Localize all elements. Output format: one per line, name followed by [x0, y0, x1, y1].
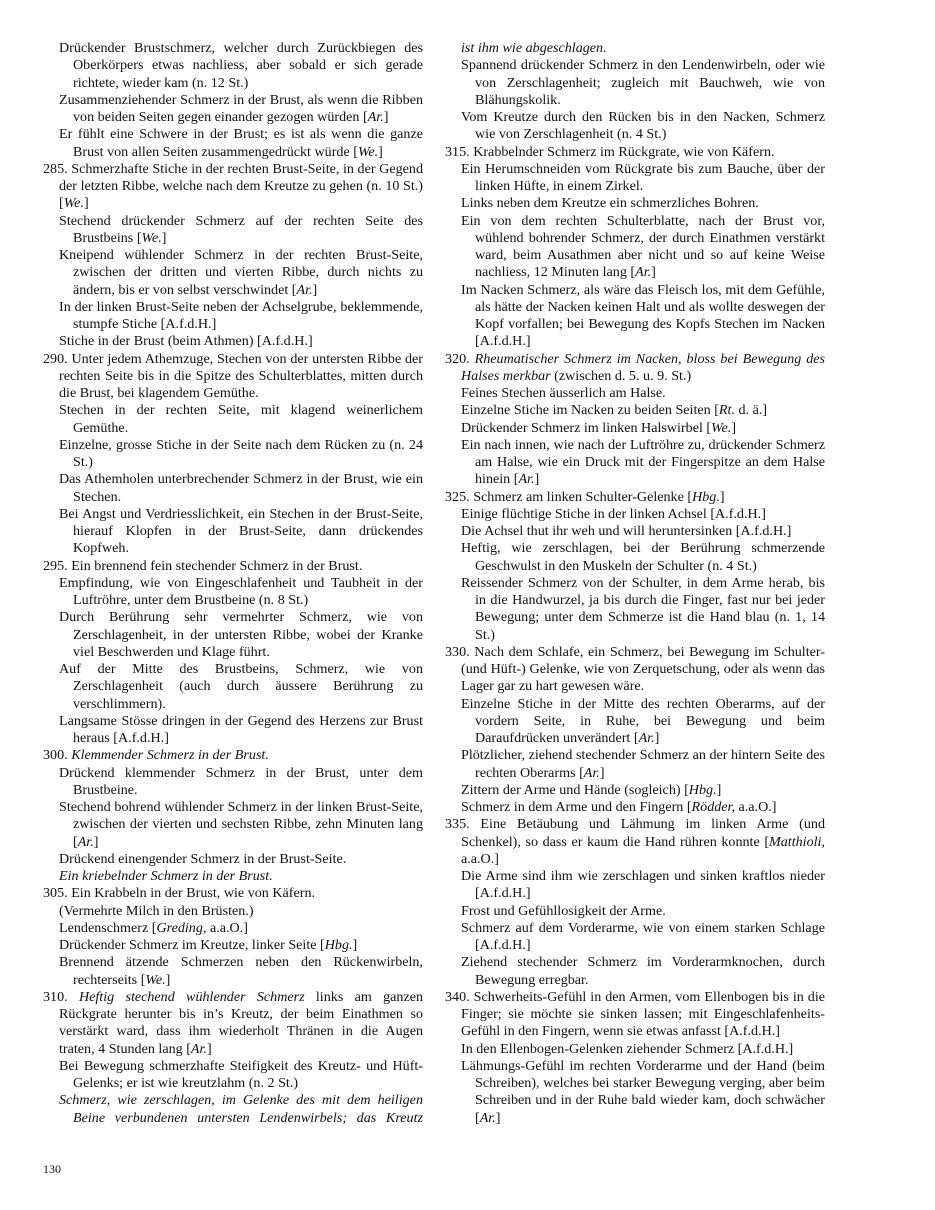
- entry: Bei Bewegung schmerzhafte Steifigkeit des Kreutz- und Hüft-Gelenks; er ist wie kreutzlahm (n. 2 St.): [59, 1057, 423, 1091]
- numbered-entry: 315. Krabbelnder Schmerz im Rückgrate, wie von Käfern.: [445, 143, 775, 160]
- entry: In den Ellenbogen-Gelenken ziehender Schmerz [A.f.d.H.]: [461, 1040, 794, 1057]
- entry: Ziehend stechender Schmerz im Vorderarmknochen, durch Bewegung erregbar.: [461, 954, 825, 988]
- entry: Einzelne Stiche im Nacken zu beiden Seiten [Rt. d. ä.]: [461, 402, 768, 419]
- entry: Lähmungs-Gefühl im rechten Vorderarme und der Hand (beim Schreiben), welches bei starker Bewegung verging, aber beim Schreiben und in der Ruhe bald wieder kam, doch schwächer [Ar.]: [461, 1057, 825, 1126]
- left-column: [43, 40, 423, 1127]
- entry: Reissender Schmerz von der Schulter, in dem Arme herab, bis in die Handwurzel, ja bis durch die Finger, fast nur bei jeder Bewegung; unter dem Schmerze ist die Hand blau (n. 1, 14 St.): [461, 574, 825, 643]
- entry: Drückend klemmender Schmerz in der Brust, unter dem Brustbeine.: [59, 764, 423, 798]
- entry: Die Achsel thut ihr weh und will heruntersinken [A.f.d.H.]: [461, 523, 792, 539]
- entry: Er fühlt eine Schwere in der Brust; es ist als wenn die ganze Brust von allen Seiten zusammengedrückt würde [We.]: [59, 126, 423, 160]
- entry: Drückender Schmerz im Kreutze, linker Seite [Hbg.]: [59, 937, 358, 953]
- entry: Durch Berührung sehr vermehrter Schmerz, wie von Zerschlagenheit, in der untersten Ribbe, wobei der Kranke viel Beschwerden und Klage führt.: [59, 609, 423, 660]
- numbered-entry: 325. Schmerz am linken Schulter-Gelenke [Hbg.]: [445, 488, 725, 505]
- numbered-entry: 290. Unter jedem Athemzuge, Stechen von der untersten Ribbe der rechten Seite bis in die Spitze des Schulterblattes, mitten durch die Brust, bei klagendem Gemüthe.: [43, 350, 423, 401]
- entry: Brennend ätzende Schmerzen neben den Rückenwirbeln, rechterseits [We.]: [59, 954, 423, 988]
- entry: Spannend drückender Schmerz in den Lendenwirbeln, oder wie von Zerschlagenheit; zugleich mit Bauchweh, wie von Blähungskolik.: [461, 57, 825, 108]
- entry: Schmerz auf dem Vorderarme, wie von einem starken Schlage [A.f.d.H.]: [461, 919, 825, 953]
- entry: Bei Angst und Verdriesslichkeit, ein Stechen in der Brust-Seite, hierauf Klopfen in der Brust-Seite, dann drückendes Kopfweh.: [59, 505, 423, 557]
- entry: Drückend einengender Schmerz in der Brust-Seite.: [59, 850, 347, 867]
- entry: Drückender Brustschmerz, welcher durch Zurückbiegen des Oberkörpers etwas nachliess, aber sobald er sich gerade richtete, wieder kam (n. 12 St.): [59, 40, 423, 91]
- entry: Das Athemholen unterbrechender Schmerz in der Brust, wie ein Stechen.: [59, 471, 423, 505]
- entry: Ein von dem rechten Schulterblatte, nach der Brust vor, wühlend bohrender Schmerz, der durch Einathmen verstärkt ward, beim Ausathmen aber nicht und so auf keine Weise nachliess, 12 Minuten lang [Ar.]: [461, 212, 825, 281]
- entry: Einige flüchtige Stiche in der linken Achsel [A.f.d.H.]: [461, 505, 766, 522]
- entry: Vom Kreutze durch den Rücken bis in den Nacken, Schmerz wie von Zerschlagenheit (n. 4 St.): [461, 109, 825, 143]
- entry: Drückender Schmerz im linken Halswirbel [We.]: [461, 419, 737, 436]
- entry: Stiche in der Brust (beim Athmen) [A.f.d.H.]: [59, 333, 313, 350]
- numbered-entry: 300. Klemmender Schmerz in der Brust.: [43, 747, 269, 764]
- entry: Stechend bohrend wühlender Schmerz in der linken Brust-Seite, zwischen der vierten und sechsten Ribbe, zehn Minuten lang [Ar.]: [59, 799, 423, 850]
- entry: Stechend drückender Schmerz auf der rechten Seite des Brustbeins [We.]: [59, 212, 423, 246]
- numbered-entry: 305. Ein Krabbeln in der Brust, wie von Käfern.: [43, 885, 316, 902]
- entry: Ein kriebelnder Schmerz in der Brust.: [59, 868, 273, 884]
- entry: Ein Herumschneiden vom Rückgrate bis zum Bauche, über der linken Hüfte, in einem Zirkel.: [461, 160, 825, 194]
- entry: Frost und Gefühllosigkeit der Arme.: [461, 902, 666, 919]
- entry: Kneipend wühlender Schmerz in der rechten Brust-Seite, zwischen der dritten und vierten Ribbe, durch nichts zu ändern, bis er von selbst verschwindet [Ar.]: [59, 247, 423, 298]
- entry: Lendenschmerz [Greding, a.a.O.]: [59, 919, 248, 936]
- numbered-entry: 285. Schmerzhafte Stiche in der rechten Brust-Seite, in der Gegend der letzten Ribbe, welche nach dem Kreutze zu gehen (n. 10 St.) [We.]: [43, 160, 423, 212]
- entry: Auf der Mitte des Brustbeins, Schmerz, wie von Zerschlagenheit (auch durch äussere Berührung zu verschlimmern).: [59, 661, 423, 712]
- entry: Schmerz in dem Arme und den Fingern [Rödder, a.a.O.]: [461, 799, 777, 815]
- entry: Schmerz, wie zerschlagen, im Gelenke des mit dem heiligen Beine verbundenen untersten Lendenwirbels; das Kreutz: [59, 1092, 423, 1126]
- entry: Zittern der Arme und Hände (sogleich) [Hbg.]: [461, 781, 722, 798]
- entry: Heftig, wie zerschlagen, bei der Berührung schmerzende Geschwulst in den Muskeln der Schulter (n. 4 St.): [461, 540, 825, 574]
- entry: Langsame Stösse dringen in der Gegend des Herzens zur Brust heraus [A.f.d.H.]: [59, 712, 423, 746]
- entry: Plötzlicher, ziehend stechender Schmerz an der hintern Seite des rechten Oberarms [Ar.]: [461, 747, 825, 781]
- entry: Zusammenziehender Schmerz in der Brust, als wenn die Ribben von beiden Seiten gegen einander gezogen würden [Ar.]: [59, 91, 423, 125]
- entry: Einzelne, grosse Stiche in der Seite nach dem Rücken zu (n. 24 St.): [59, 436, 423, 470]
- entry-continuation: ist ihm wie abgeschlagen.: [461, 40, 607, 56]
- page-number: 130: [43, 1162, 61, 1176]
- entry: Die Arme sind ihm wie zerschlagen und sinken kraftlos nieder [A.f.d.H.]: [461, 868, 825, 902]
- entry: Empfindung, wie von Eingeschlafenheit und Taubheit in der Luftröhre, unter dem Brustbeine (n. 8 St.): [59, 574, 423, 608]
- numbered-entry: 330. Nach dem Schlafe, ein Schmerz, bei Bewegung im Schulter- (und Hüft-) Gelenke, wie von Zerquetschung, oder als wenn das Lager gar zu hart gewesen wäre.: [445, 643, 825, 695]
- numbered-entry: 320. Rheumatischer Schmerz im Nacken, bloss bei Bewegung des Halses merkbar (zwischen d. 5. u. 9. St.): [445, 350, 826, 384]
- numbered-entry: 295. Ein brennend fein stechender Schmerz in der Brust.: [43, 557, 363, 574]
- entry: Ein nach innen, wie nach der Luftröhre zu, drückender Schmerz am Halse, wie ein Druck mit der Fingerspitze an dem Halse hinein [Ar.]: [461, 436, 825, 488]
- numbered-entry: 335. Eine Betäubung und Lähmung im linken Arme (und Schenkel), so dass er kaum die Hand rühren konnte [Matthioli, a.a.O.]: [445, 816, 825, 867]
- entry: Einzelne Stiche in der Mitte des rechten Oberarms, auf der vordern Seite, in Ruhe, bei Bewegung und beim Daraufdrücken unverändert [Ar.]: [461, 695, 825, 746]
- entry: Im Nacken Schmerz, als wäre das Fleisch los, mit dem Gefühle, als hätte der Nacken keinen Halt und als wollte deswegen der Kopf vorfallen; bei Bewegung des Kopfs Stechen im Nacken [A.f.d.H.]: [461, 281, 825, 350]
- entry: Stechen in der rechten Seite, mit klagend weinerlichem Gemüthe.: [59, 402, 423, 436]
- entry: Links neben dem Kreutze ein schmerzliches Bohren.: [461, 195, 759, 212]
- entry: (Vermehrte Milch in den Brüsten.): [59, 902, 254, 919]
- entry: Feines Stechen äusserlich am Halse.: [461, 385, 666, 401]
- numbered-entry: 310. Heftig stechend wühlender Schmerz links am ganzen Rückgrate herunter bis in’s Kreutz, der beim Einathmen so verstärkt ward, dass ihm wiederholt Thränen in die Augen traten, 4 Stunden lang [Ar.]: [43, 988, 424, 1057]
- right-column: [445, 40, 825, 1127]
- numbered-entry: 340. Schwerheits-Gefühl in den Armen, vom Ellenbogen bis in die Finger; sie möchte sie sinken lassen; mit Eingeschlafenheits-Gefühl in den Fingern, wenn sie etwas anfasst [A.f.d.H.]: [445, 988, 825, 1040]
- entry: In der linken Brust-Seite neben der Achselgrube, beklemmende, stumpfe Stiche [A.f.d.H.]: [59, 298, 423, 332]
